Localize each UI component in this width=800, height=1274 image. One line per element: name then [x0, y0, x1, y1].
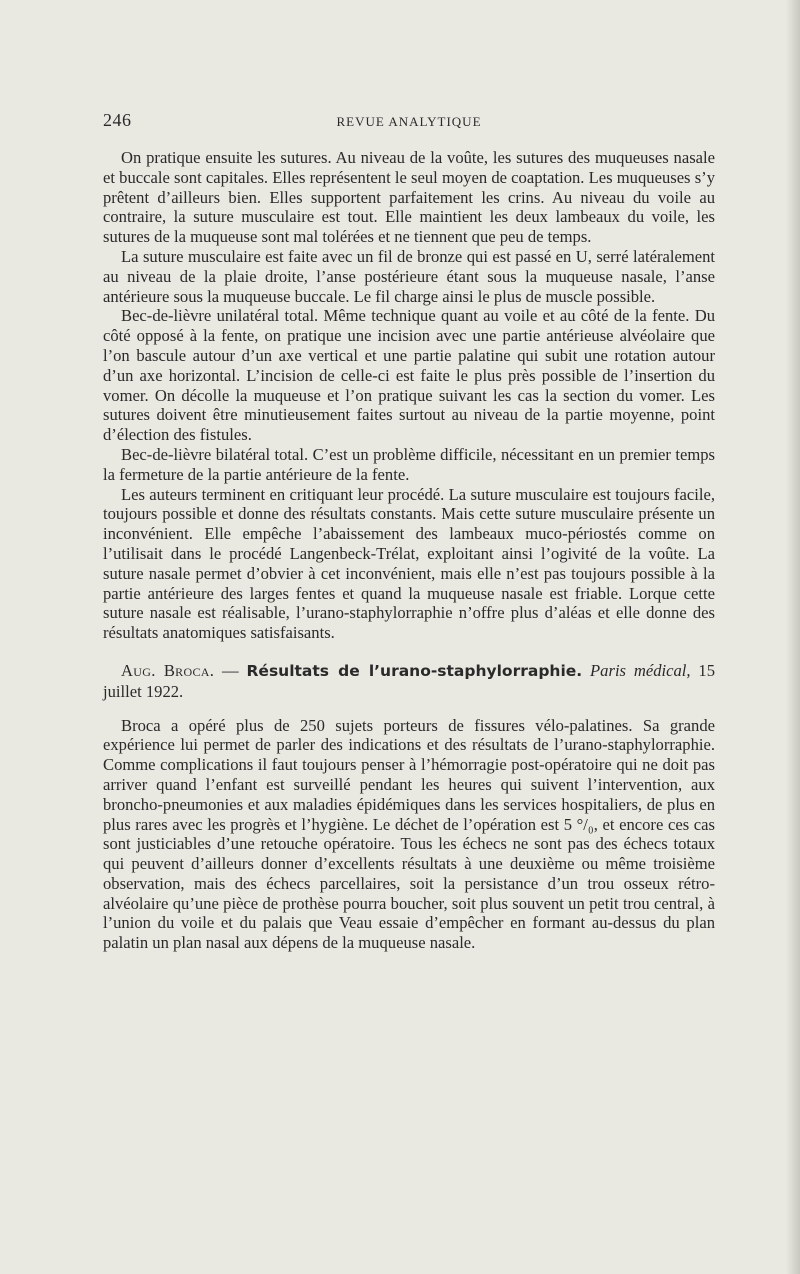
article-body [103, 148, 715, 953]
reference-date: 15 juillet 1922. [103, 660, 715, 701]
section-gap [103, 702, 715, 716]
page-header [103, 110, 715, 134]
paragraph-critique: Les auteurs terminent en critiquant leur procédé. La suture musculaire est toujours facile, toujours possible et donne des résultats constants. Mais cette suture musculaire présente un inconvénient. Elle empêche l’abaissement des lambeaux muco-périostés comme on l’utilisait dans le procédé Langenbeck-Trélat, exploitant ainsi l’ogivité de la voûte. La suture nasale permet d’obvier à cet inconvénient, mais elle n’est pas toujours possible à la partie antérieure des larges fentes et quand la muqueuse nasale est friable. Lorque cette suture nasale est réalisable, l’urano-staphylorraphie n’offre plus d’aléas et elle donne des résultats anatomiques satisfaisants. [103, 484, 715, 643]
reference-journal: Paris médical, [590, 660, 691, 680]
bibliographic-reference [103, 661, 715, 702]
page-number: 246 [103, 110, 132, 130]
running-title: REVUE ANALYTIQUE [336, 114, 482, 129]
paragraph-broca: Broca a opéré plus de 250 sujets porteurs de fissures vélo-palatines. Sa grande expérience lui permet de parler des indications et des résultats de l’urano-staphylorraphie. Comme complications il faut toujours penser à l’hémorragie post-opératoire qui ne doit pas arriver quand l’enfant est surveillé pendant les heures qui suivent l’intervention, aux broncho-pneumonies et aux maladies épidémiques dans les services hospitaliers, de plus en plus rares avec les progrès et l’hygiène. Le déchet de l’opération est 5 °/₀, et encore ces cas sont justiciables d’une retouche opératoire. Tous les échecs ne sont pas des échecs totaux qui peuvent d’ailleurs donner d’excellents résultats à une deuxième ou même troisième observation, mais des échecs parcellaires, soit la persistance d’un trou osseux rétro-alvéolaire qu’une pièce de prothèse pourra boucher, soit plus souvent un petit trou central, à l’union du voile et du palais que Veau essaie d’empêcher en formant au-dessus du plan palatin un plan nasal aux dépens de la muqueuse nasale. [103, 715, 715, 953]
reference-author: Aug. Broca. [121, 660, 215, 680]
reference-title: Résultats de l’urano-staphylorraphie. [246, 661, 583, 680]
paragraph-sutures: On pratique ensuite les sutures. Au niveau de la voûte, les sutures des muqueuses nasale et buccale sont capitales. Elles représentent le seul moyen de coaptation. Les muqueuses s’y prêtent d’ailleurs bien. Elles supportent parfaitement les crins. Au niveau du voile au contraire, la suture musculaire est tout. Elle maintient les deux lambeaux du voile, les sutures de la muqueuse sont mal tolérées et ne tiennent que peu de temps. [103, 148, 715, 247]
section-gap [103, 643, 715, 661]
page-edge-shadow [786, 0, 800, 1274]
reference-dash: — [222, 660, 239, 680]
paragraph-suture-musculaire: La suture musculaire est faite avec un fil de bronze qui est passé en U, serré latéralement au niveau de la plaie droite, l’anse postérieure étant sous la muqueuse nasale, l’anse antérieure sous la muqueuse buccale. Le fil charge ainsi le plus de muscle possible. [103, 246, 715, 306]
paragraph-unilateral: Bec-de-lièvre unilatéral total. Même technique quant au voile et au côté de la fente. Du côté opposé à la fente, on pratique une incision avec une partie antérieuse alvéolaire que l’on bascule autour d’un axe vertical et une partie palatine qui subit une rotation autour d’un axe horizontal. L’incision de celle-ci est faite le plus près possible de l’insertion du vomer. On décolle la muqueuse et l’on pratique suivant les cas la section du vomer. Les sutures doivent être minutieusement faites surtout au niveau de la partie moyenne, point d’élection des fistules. [103, 306, 715, 445]
paragraph-bilateral: Bec-de-lièvre bilatéral total. C’est un problème difficile, nécessitant en un premier temps la fermeture de la partie antérieure de la fente. [103, 444, 715, 484]
